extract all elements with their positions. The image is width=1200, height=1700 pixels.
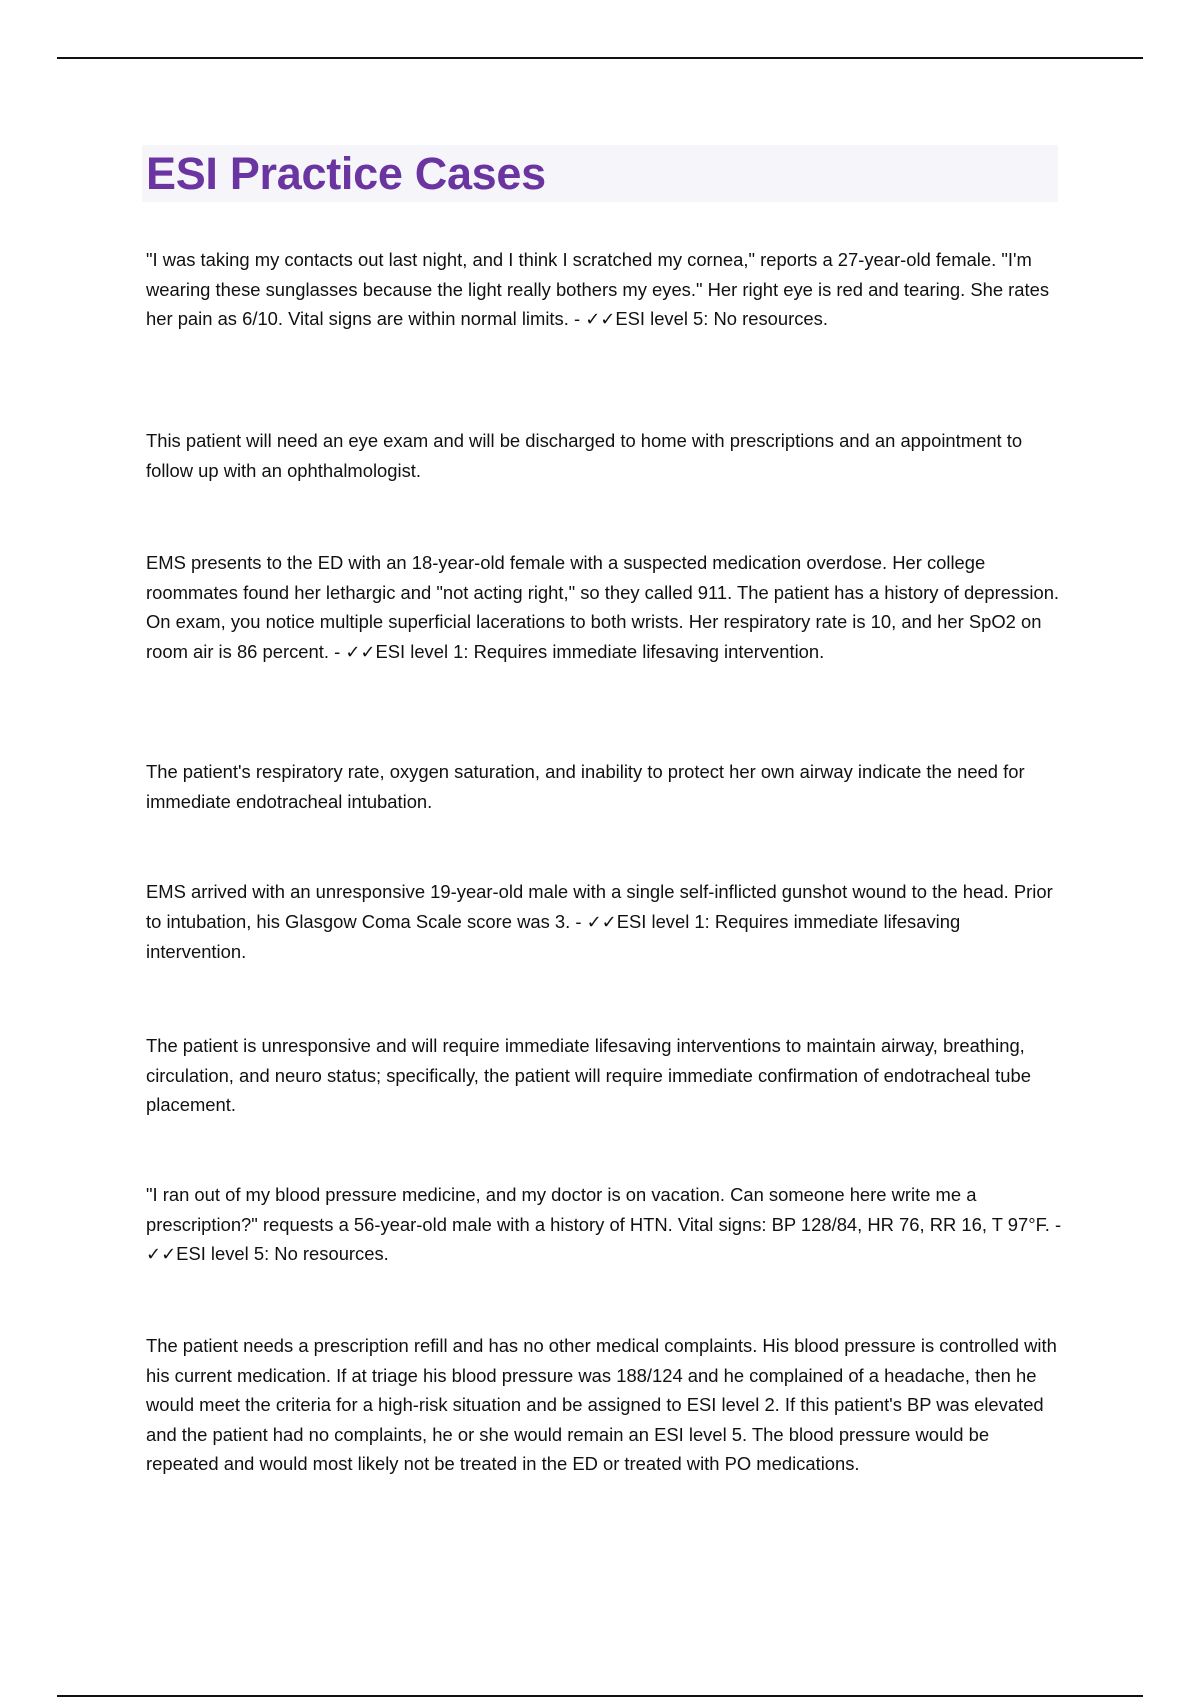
case-4-answer: ESI level 5: No resources. <box>176 1243 389 1264</box>
case-1-rationale: This patient will need an eye exam and will be discharged to home with prescriptions and an appointment to follow up with an ophthalmologist. <box>146 430 1023 481</box>
case-1-answer: ESI level 5: No resources. <box>615 308 828 329</box>
case-2-question-text: EMS presents to the ED with an 18-year-old female with a suspected medication overdose. Her college roommates found her lethargic and "not acting right," so they called 911. The patient has a history of depression. On exam, you notice multiple superficial lacerations to both wrists. Her respiratory rate is 10, and her SpO2 on room air is 86 percent. - <box>146 552 1060 662</box>
check-mark-icon: ✓✓ <box>146 1244 177 1265</box>
case-3-question-text: EMS arrived with an unresponsive 19-year-old male with a single self-inflicted gunshot wound to the head. Prior to intubation, his Glasgow Coma Scale score was 3. - <box>146 881 1053 932</box>
case-3-answer: ESI level 1: Requires immediate lifesaving intervention. <box>146 910 961 962</box>
check-mark-icon: ✓✓ <box>345 641 376 663</box>
case-3-rationale: The patient is unresponsive and will require immediate lifesaving interventions to maintain airway, breathing, circulation, and neuro status; specifically, the patient will require immediate confirmation of endotracheal tube placement. <box>146 1035 1031 1115</box>
check-mark-icon: ✓✓ <box>585 309 616 330</box>
bottom-rule <box>57 1695 1143 1697</box>
case-2-rationale: The patient's respiratory rate, oxygen saturation, and inability to protect her own airway indicate the need for immediate endotracheal intubation. <box>146 761 1025 812</box>
check-mark-icon: ✓✓ <box>586 911 617 933</box>
document-title: ESI Practice Cases <box>146 148 546 199</box>
case-4-question-text: "I ran out of my blood pressure medicine, and my doctor is on vacation. Can someone here write me a prescription?" requests a 56-year-old male with a history of HTN. Vital signs: BP 128/84, HR 76, RR 16, T 97°F. - <box>146 1184 1062 1235</box>
case-1-question-text: "I was taking my contacts out last night, and I think I scratched my cornea," reports a 27-year-old female. "I'm wearing these sunglasses because the light really bothers my eyes." Her right eye is red and tearing. She rates her pain as 6/10. Vital signs are within normal limits. - <box>146 249 1050 329</box>
case-3-question <box>146 877 1064 967</box>
case-2-question <box>146 548 1064 667</box>
case-2-answer: ESI level 1: Requires immediate lifesaving intervention. <box>375 640 825 662</box>
top-rule <box>57 57 1143 59</box>
case-4-rationale: The patient needs a prescription refill and has no other medical complaints. His blood pressure is controlled with his current medication. If at triage his blood pressure was 188/124 and he complained of a headache, then he would meet the criteria for a high-risk situation and be assigned to ESI level 2. If this patient's BP was elevated and the patient had no complaints, he or she would remain an ESI level 5. The blood pressure would be repeated and would most likely not be treated in the ED or treated with PO medications. <box>146 1335 1057 1474</box>
case-4-question <box>146 1180 1064 1270</box>
case-1-question <box>146 245 1064 335</box>
